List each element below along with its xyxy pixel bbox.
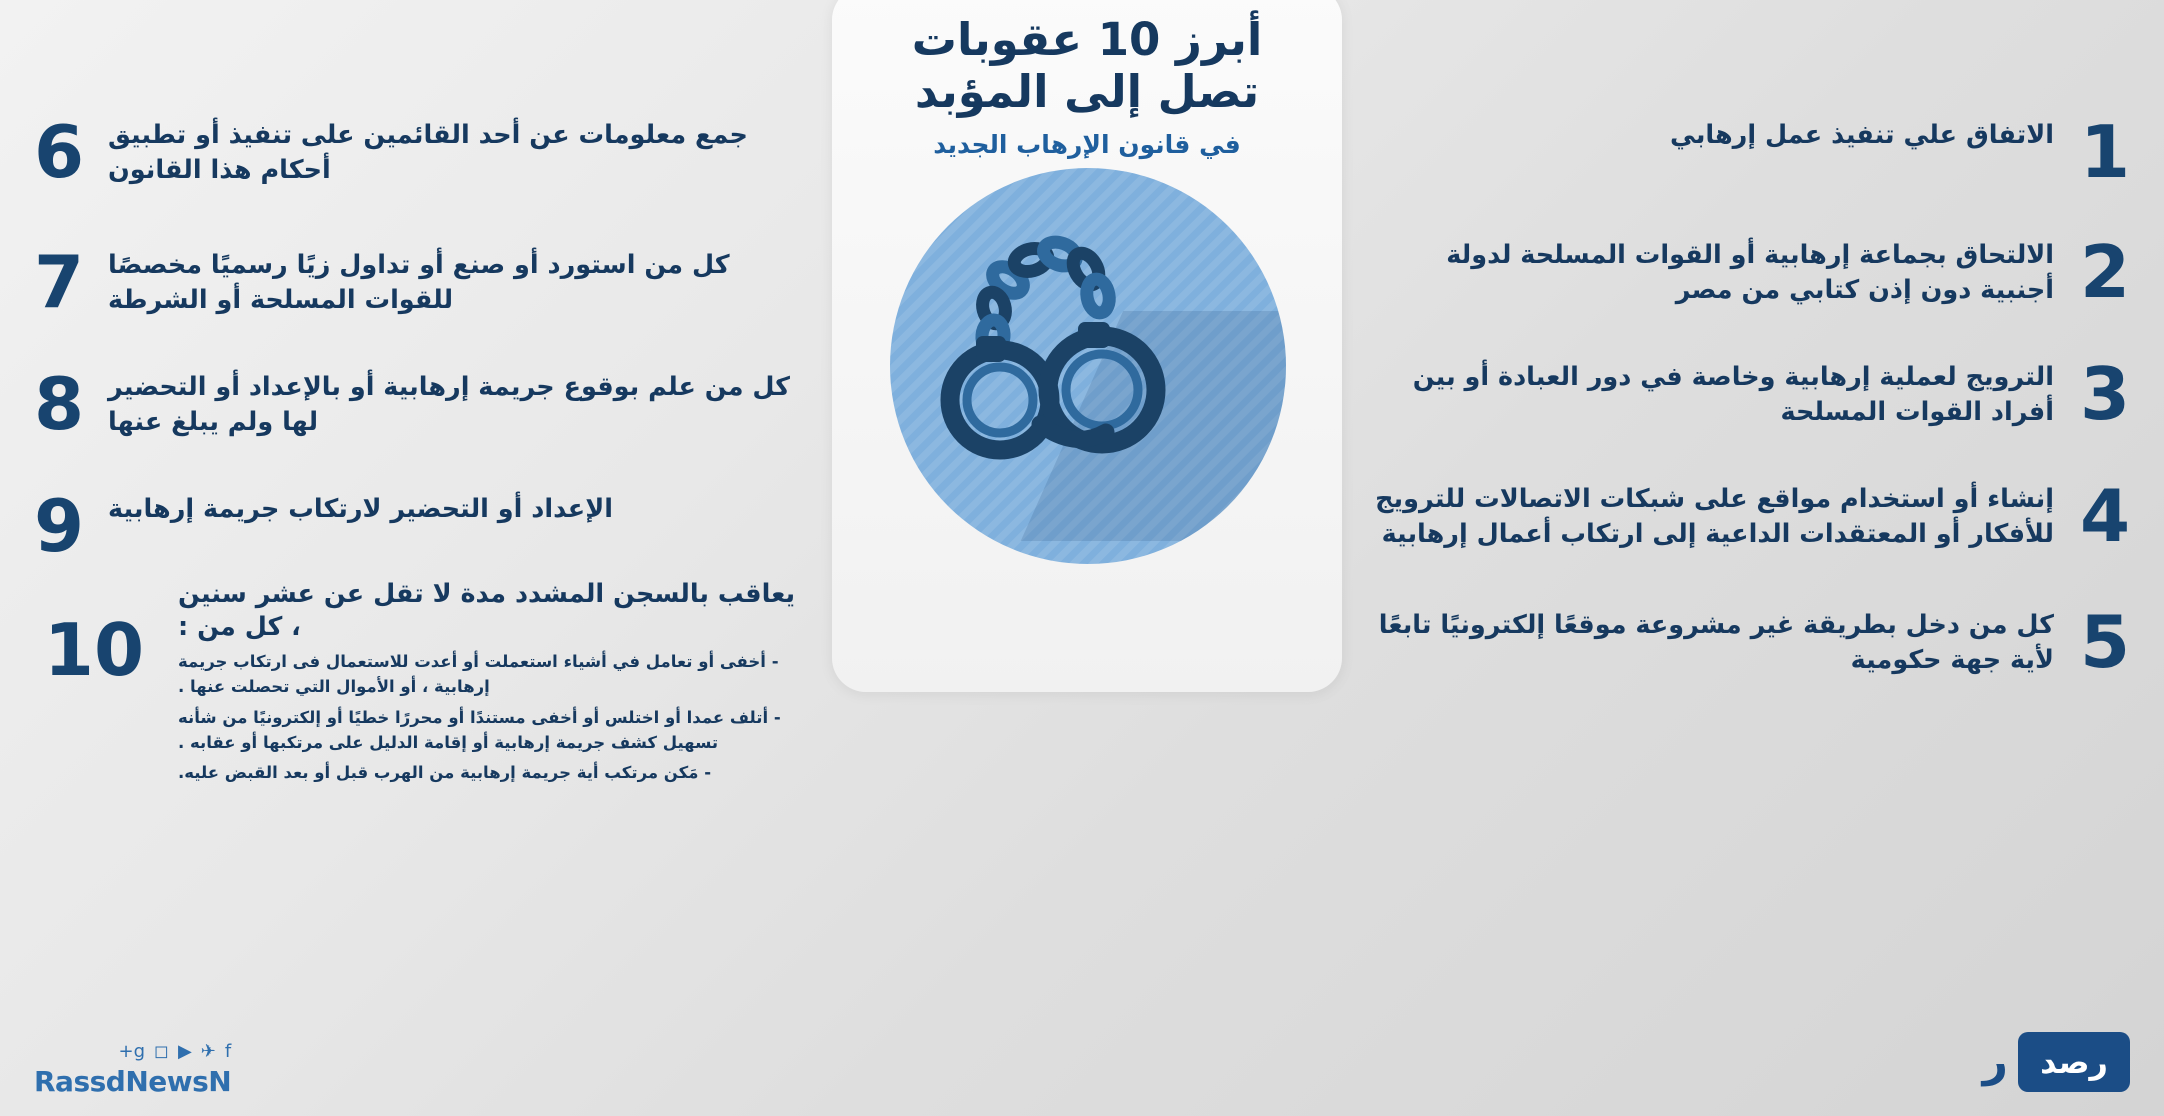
list-item — [1366, 474, 2136, 558]
item-number: 5 — [2079, 600, 2131, 684]
page-subtitle: في قانون الإرهاب الجديد — [933, 129, 1241, 159]
list-item-10 — [28, 578, 798, 786]
list-item — [1366, 600, 2136, 684]
list-item — [1366, 230, 2136, 314]
social-icons-row — [34, 1043, 231, 1061]
item-number: 4 — [2079, 474, 2131, 558]
item-number: 8 — [33, 362, 85, 446]
page-title-line-1: أبرز 10 عقوبات — [911, 13, 1263, 66]
item-number: 7 — [33, 240, 85, 324]
item-text: جمع معلومات عن أحد القائمين على تنفيذ أو تطبيق أحكام هذا القانون — [108, 120, 748, 186]
item-10-line: - أتلف عمدا أو اختلس أو أخفى مستندًا أو محررًا خطيًا أو إلكترونيًا من شأنه تسهيل كشف جريمة إرهابية أو إقامة الدليل على مرتكبها أو عقابه . — [178, 707, 781, 752]
list-item — [28, 240, 798, 324]
list-item — [28, 362, 798, 446]
item-number: 3 — [2079, 352, 2131, 436]
item-text: الترويج لعملية إرهابية وخاصة في دور العبادة أو بين أفراد القوات المسلحة — [1412, 362, 2054, 428]
googleplus-icon[interactable]: g+ — [118, 1041, 145, 1062]
list-item — [28, 110, 798, 194]
item-10-body — [178, 578, 798, 786]
item-text: إنشاء أو استخدام مواقع على شبكات الاتصالات للترويج للأفكار أو المعتقدات الداعية إلى ارتكاب أعمال إرهابية — [1375, 484, 2054, 550]
item-10-line: - مَكن مرتكب أية جريمة إرهابية من الهرب قبل أو بعد القبض عليه. — [178, 763, 712, 783]
footer-brand — [34, 1043, 231, 1098]
item-text: الاتفاق علي تنفيذ عمل إرهابي — [1670, 120, 2054, 150]
footer-logo — [1983, 1032, 2130, 1092]
item-text: كل من استورد أو صنع أو تداول زيًا رسميًا مخصصًا للقوات المسلحة أو الشرطة — [108, 250, 730, 316]
title-block — [832, 14, 1342, 159]
item-number: 1 — [2079, 110, 2131, 194]
list-item — [1366, 110, 2136, 194]
item-text: كل من دخل بطريقة غير مشروعة موقعًا إلكترونيًا تابعًا لأية جهة حكومية — [1378, 610, 2054, 676]
item-number: 2 — [2079, 230, 2131, 314]
youtube-icon[interactable]: ▶ — [177, 1041, 192, 1062]
list-item — [1366, 352, 2136, 436]
item-number: 9 — [33, 484, 85, 568]
item-number: 6 — [33, 110, 85, 194]
item-text: كل من علم بوقوع جريمة إرهابية أو بالإعداد أو التحضير لها ولم يبلغ عنها — [108, 372, 791, 438]
item-10-line: - أخفى أو تعامل في أشياء استعملت أو أعدت للاستعمال فى ارتكاب جريمة إرهابية ، أو الأموال التي تحصلت عنها . — [178, 652, 779, 697]
instagram-icon[interactable]: ◻ — [154, 1041, 169, 1062]
twitter-icon[interactable]: ✈ — [200, 1041, 216, 1062]
brand-handle: RassdNewsN — [34, 1065, 232, 1098]
logo-wordmark: رصد — [2018, 1032, 2130, 1092]
page-title-line-2: تصل إلى المؤبد — [914, 64, 1260, 118]
logo-mark-icon: ر — [1982, 1036, 2008, 1087]
facebook-icon[interactable]: f — [224, 1041, 232, 1062]
item-10-heading: يعاقب بالسجن المشدد مدة لا تقل عن عشر سنين ، كل من : — [178, 579, 796, 643]
handcuffs-icon — [890, 168, 1286, 564]
item-text: الإعداد أو التحضير لارتكاب جريمة إرهابية — [108, 494, 613, 524]
list-item — [28, 484, 798, 568]
item-number: 10 — [43, 608, 145, 692]
item-text: الالتحاق بجماعة إرهابية أو القوات المسلحة لدولة أجنبية دون إذن كتابي من مصر — [1446, 240, 2054, 306]
illustration — [890, 168, 1286, 564]
